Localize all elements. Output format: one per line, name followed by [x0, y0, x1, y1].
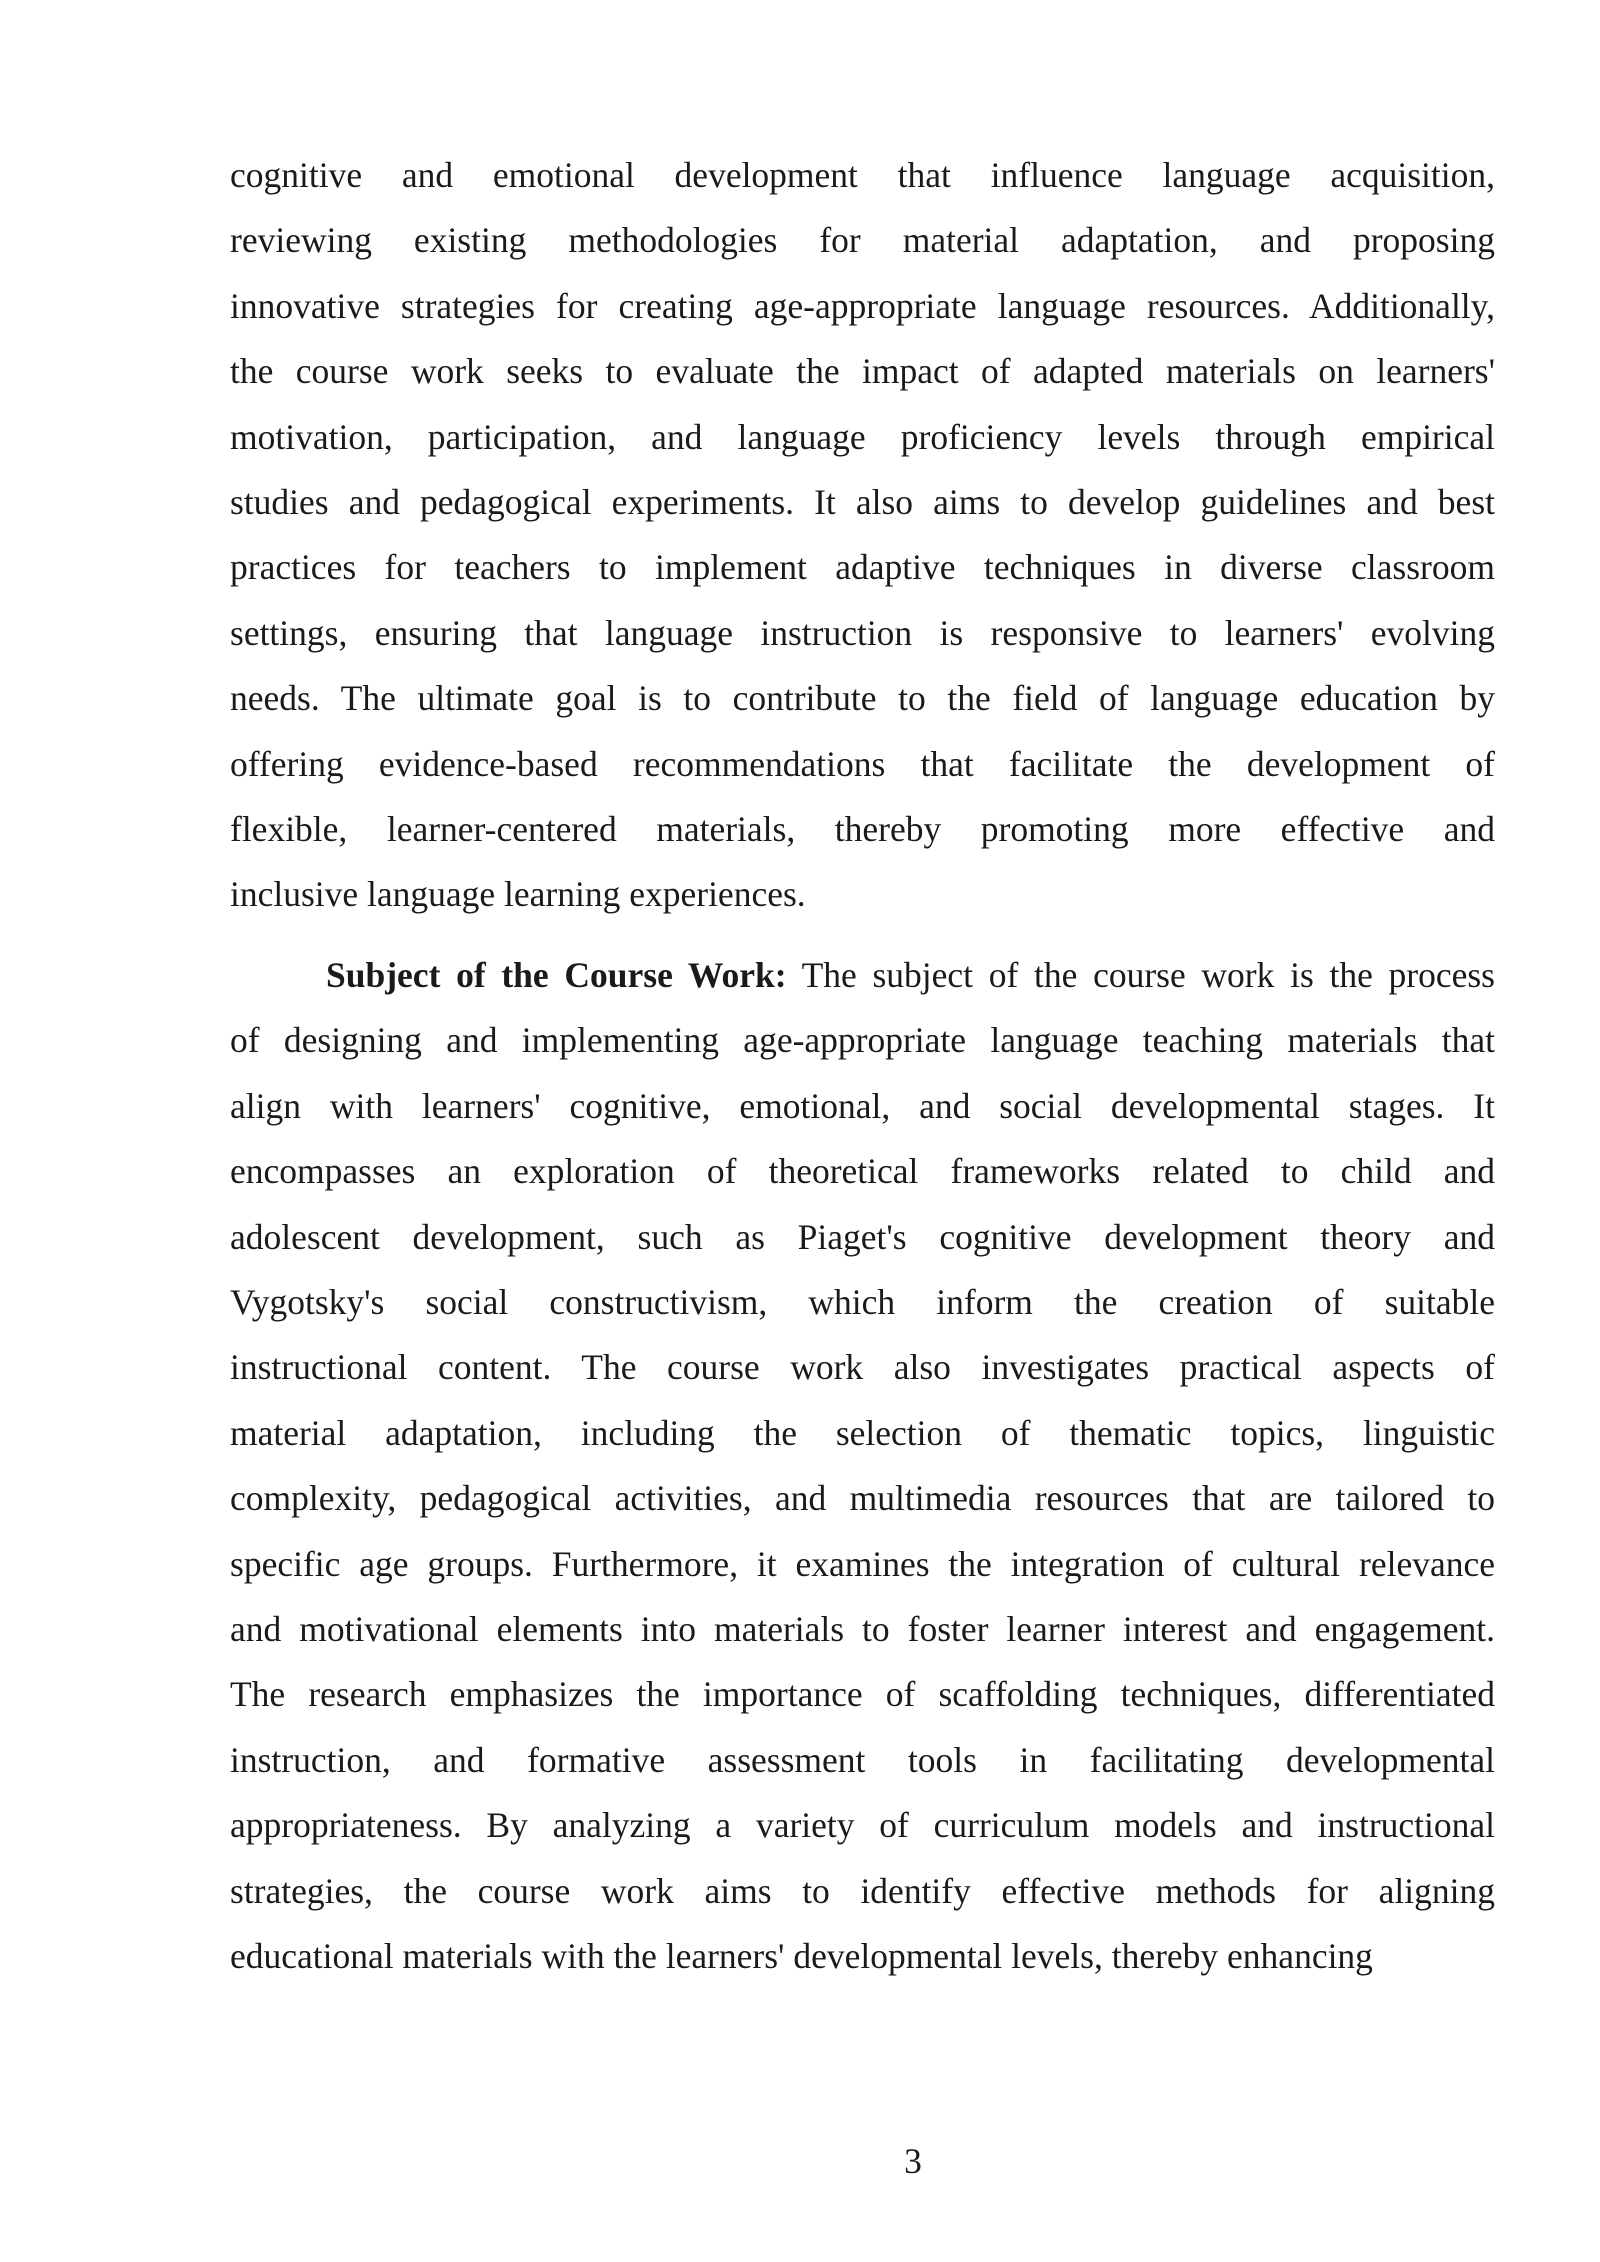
text-line: appropriateness. By analyzing a variety of curriculum models and instructional — [230, 1805, 1495, 1846]
subject-paragraph — [230, 943, 1495, 1990]
text-line: specific age groups. Furthermore, it examines the integration of cultural relevance — [230, 1543, 1495, 1584]
subject-heading: Subject of the Course Work: — [326, 955, 787, 995]
text-line: strategies, the course work aims to identify effective methods for aligning — [230, 1870, 1495, 1911]
text-line: adolescent development, such as Piaget's cognitive development theory and — [230, 1216, 1495, 1257]
text-line: practices for teachers to implement adaptive techniques in diverse classroom — [230, 547, 1495, 588]
text-line: Vygotsky's social constructivism, which inform the creation of suitable — [230, 1282, 1495, 1323]
text-line: needs. The ultimate goal is to contribute to the field of language education by — [230, 678, 1495, 719]
text-line: instructional content. The course work also investigates practical aspects of — [230, 1347, 1495, 1388]
text-line: cognitive and emotional development that influence language acquisition, — [230, 155, 1495, 195]
page-number: 3 — [904, 2141, 922, 2181]
text-line: innovative strategies for creating age-appropriate language resources. Additionally, — [230, 285, 1495, 326]
text-line: educational materials with the learners' developmental levels, thereby enhancing — [230, 1936, 1373, 1977]
text-line: settings, ensuring that language instruction is responsive to learners' evolving — [230, 612, 1495, 653]
text-line: reviewing existing methodologies for material adaptation, and proposing — [230, 220, 1495, 261]
text-line: encompasses an exploration of theoretical frameworks related to child and — [230, 1151, 1495, 1192]
text-line: inclusive language learning experiences. — [230, 874, 806, 915]
text-line: offering evidence-based recommendations that facilitate the development of — [230, 743, 1495, 784]
text-line: studies and pedagogical experiments. It also aims to develop guidelines and best — [230, 482, 1495, 523]
text-line: instruction, and formative assessment tools in facilitating developmental — [230, 1739, 1495, 1780]
text-line: complexity, pedagogical activities, and multimedia resources that are tailored to — [230, 1478, 1495, 1519]
subject-first-line — [230, 943, 1495, 1008]
text-line: flexible, learner-centered materials, thereby promoting more effective and — [230, 809, 1495, 850]
subject-first-line-text: The subject of the course work is the process — [786, 955, 1495, 995]
text-line: of designing and implementing age-appropriate language teaching materials that — [230, 1020, 1495, 1061]
text-line: the course work seeks to evaluate the impact of adapted materials on learners' — [230, 351, 1495, 392]
text-line: and motivational elements into materials to foster learner interest and engagement. — [230, 1609, 1495, 1650]
text-line: material adaptation, including the selection of thematic topics, linguistic — [230, 1412, 1495, 1453]
text-line: The research emphasizes the importance of scaffolding techniques, differentiated — [230, 1674, 1495, 1715]
text-line: align with learners' cognitive, emotional, and social developmental stages. It — [230, 1085, 1495, 1126]
paragraph-continuation — [230, 143, 1495, 928]
text-line: motivation, participation, and language proficiency levels through empirical — [230, 416, 1495, 457]
